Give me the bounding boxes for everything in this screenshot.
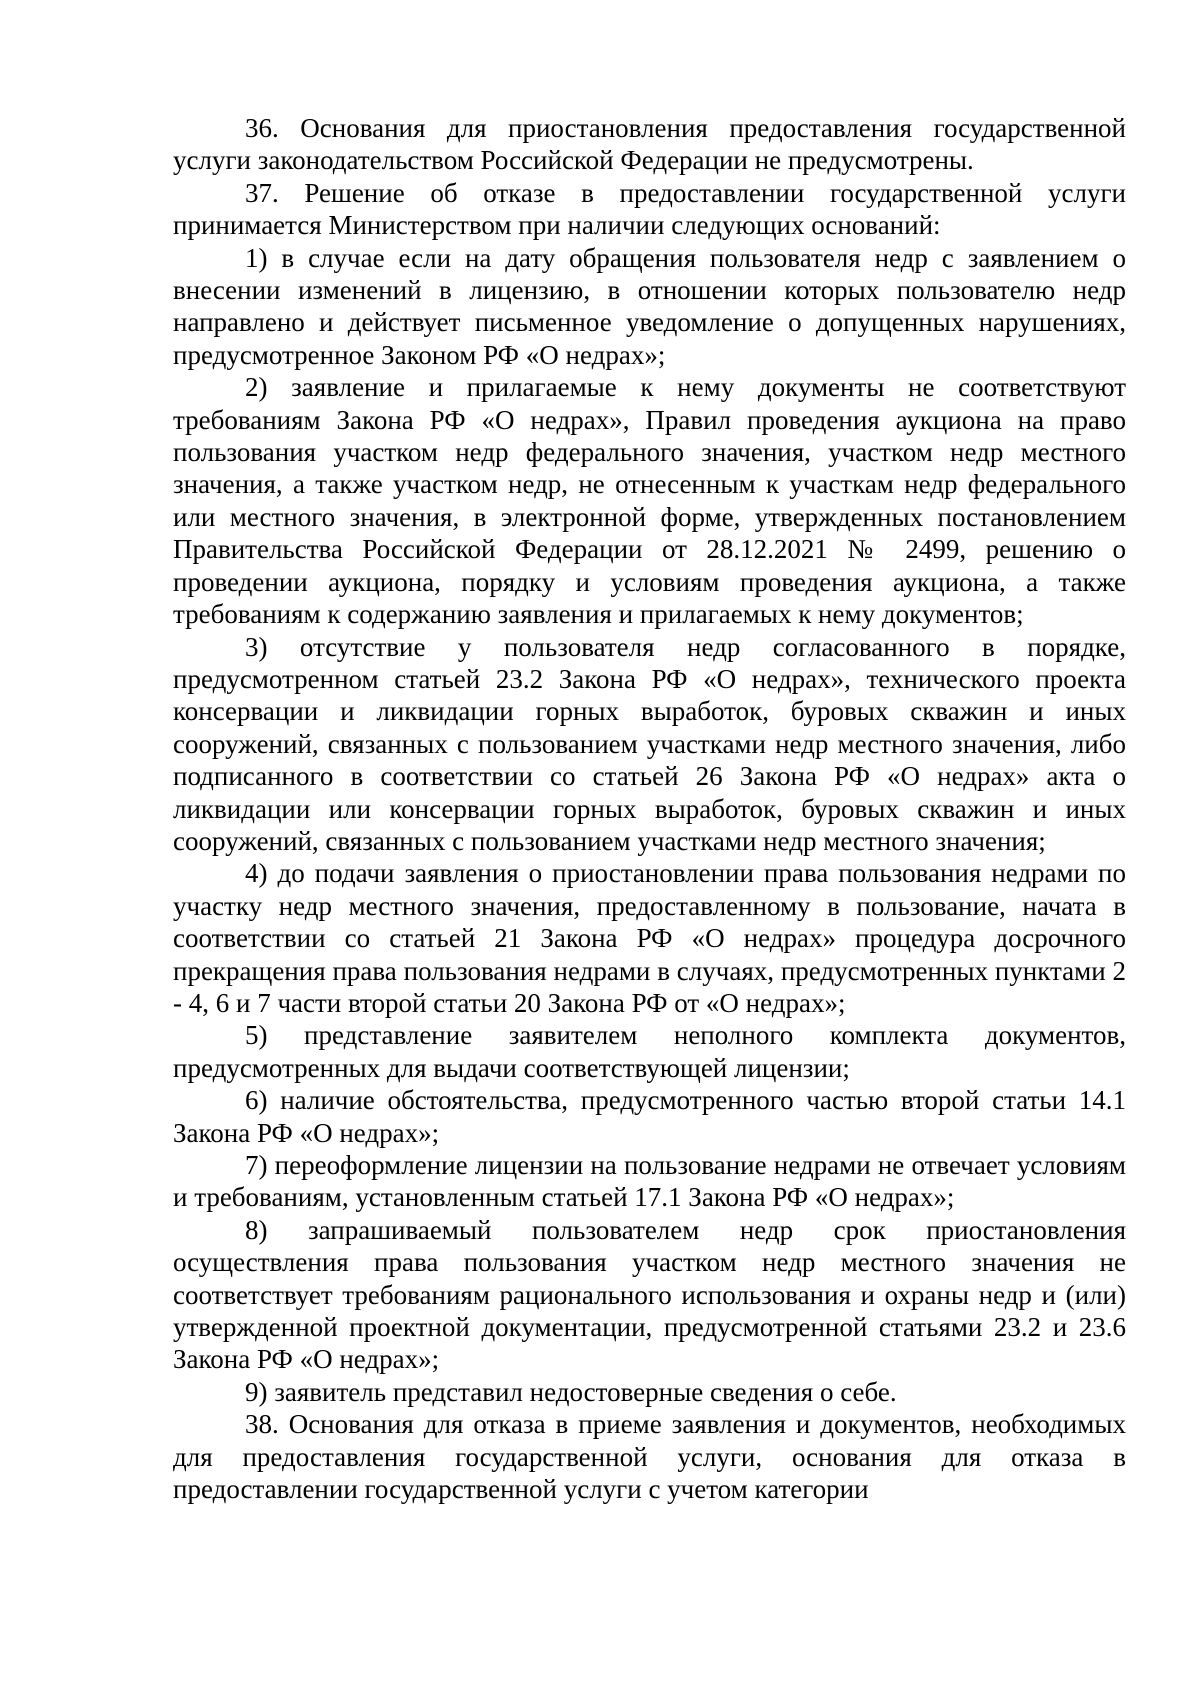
document-body	[173, 112, 1126, 1505]
paragraph-37-item-7: 7) переоформление лицензии на пользование недрами не отвечает условиям и требованиям, установленным статьей 17.1 Закона РФ «О недрах»;	[173, 1150, 1126, 1213]
paragraph-38: 38. Основания для отказа в приеме заявления и документов, необходимых для предоставления государственной услуги, основания для отказа в предоставлении государственной услуги с учетом категории	[173, 1409, 1126, 1505]
paragraph-37-item-8: 8) запрашиваемый пользователем недр срок приостановления осуществления права пользования участком недр местного значения не соответствует требованиям рационального использования и охраны недр и (или) утвержденной проектной документации, предусмотренной статьями 23.2 и 23.6 Закона РФ «О недрах»;	[173, 1214, 1126, 1375]
paragraph-37-item-9: 9) заявитель представил недостоверные сведения о себе.	[245, 1376, 897, 1407]
paragraph-37-item-5: 5) представление заявителем неполного комплекта документов, предусмотренных для выдачи соответствующей лицензии;	[173, 1020, 1126, 1083]
paragraph-37-item-1: 1) в случае если на дату обращения пользователя недр с заявлением о внесении изменений в лицензию, в отношении которых пользователю недр направлено и действует письменное уведомление о допущенных нарушениях, предусмотренное Законом РФ «О недрах»;	[173, 242, 1126, 370]
paragraph-37-item-2: 2) заявление и прилагаемые к нему документы не соответствуют требованиям Закона РФ «О недрах», Правил проведения аукциона на право пользования участком недр федерального значения, участком недр местного значения, а также участком недр, не отнесенным к участкам недр федерального или местного значения, в электронной форме, утвержденных постановлением Правительства Российской Федерации от 28.12.2021 № 2499, решению о проведении аукциона, порядку и условиям проведения аукциона, а также требованиям к содержанию заявления и прилагаемых к нему документов;	[173, 372, 1126, 630]
paragraph-37-item-3: 3) отсутствие у пользователя недр согласованного в порядке, предусмотренном статьей 23.2 Закона РФ «О недрах», технического проекта консервации и ликвидации горных выработок, буровых скважин и иных сооружений, связанных с пользованием участками недр местного значения, либо подписанного в соответствии со статьей 26 Закона РФ «О недрах» акта о ликвидации или консервации горных выработок, буровых скважин и иных сооружений, связанных с пользованием участками недр местного значения;	[173, 631, 1126, 856]
paragraph-36: 36. Основания для приостановления предоставления государственной услуги законодательством Российской Федерации не предусмотрены.	[173, 113, 1126, 176]
paragraph-37: 37. Решение об отказе в предоставлении государственной услуги принимается Министерством при наличии следующих оснований:	[173, 177, 1126, 241]
paragraph-37-item-4: 4) до подачи заявления о приостановлении права пользования недрами по участку недр местного значения, предоставленному в пользование, начата в соответствии со статьей 21 Закона РФ «О недрах» процедура досрочного прекращения права пользования недрами в случаях, предусмотренных пунктами 2 - 4, 6 и 7 части второй статьи 20 Закона РФ от «О недрах»;	[173, 858, 1126, 1018]
paragraph-37-item-6: 6) наличие обстоятельства, предусмотренного частью второй статьи 14.1 Закона РФ «О недрах»;	[173, 1085, 1126, 1148]
